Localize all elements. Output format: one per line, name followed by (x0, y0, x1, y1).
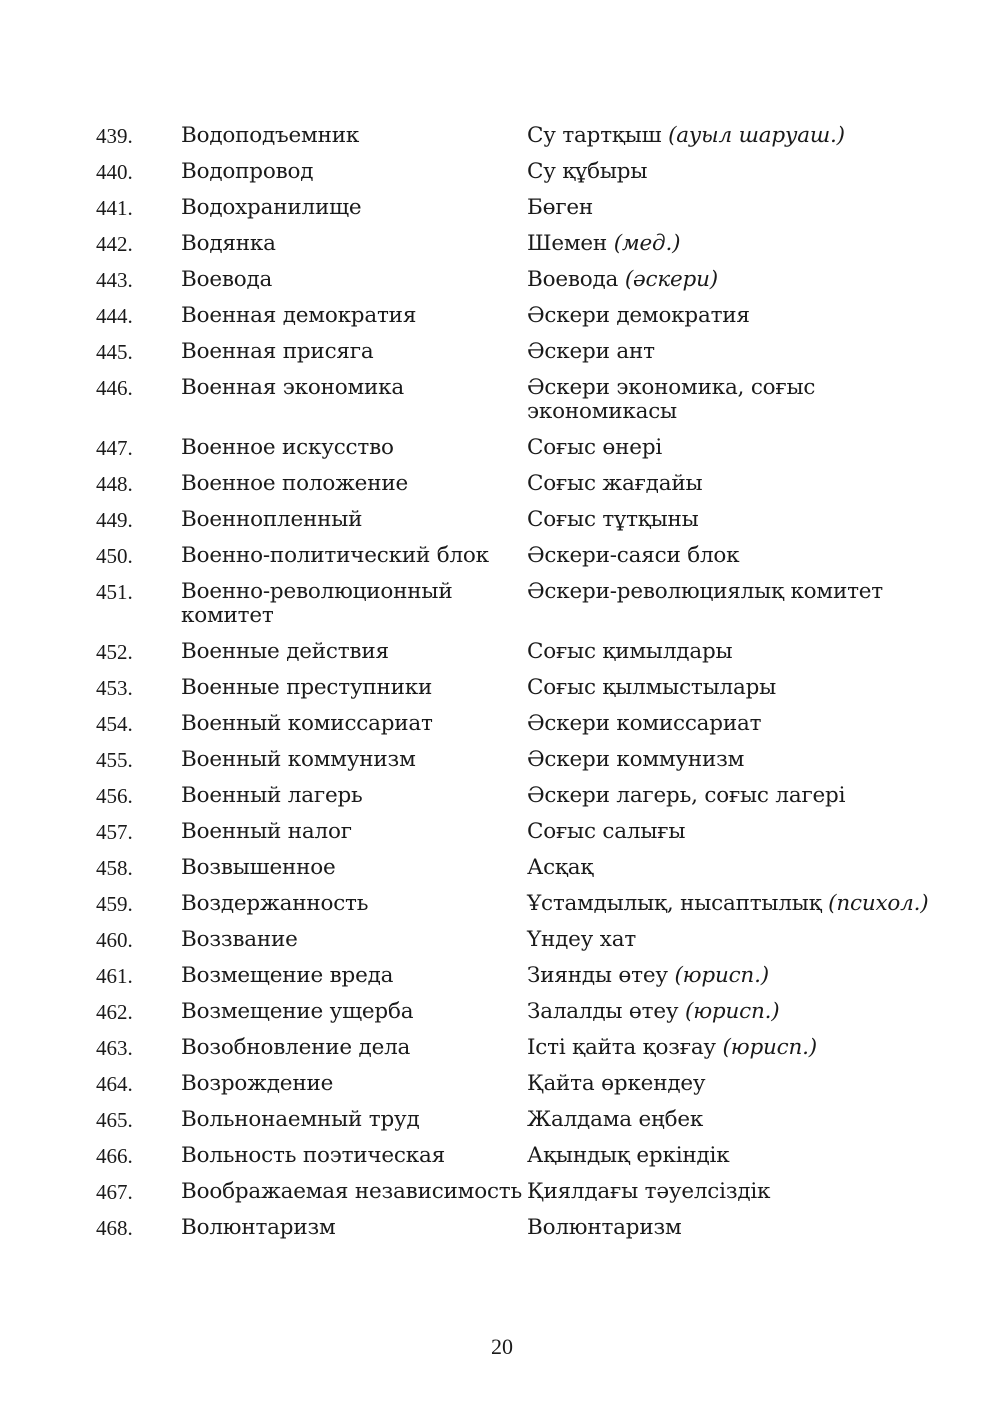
kazakh-term: Шемен (527, 231, 608, 256)
russian-term: Возрождение (181, 1071, 334, 1096)
entry-number: 456. (96, 784, 133, 808)
kazakh-term-cell (527, 436, 936, 460)
entry-number: 443. (96, 268, 133, 292)
domain-note: (юрисп.) (722, 1035, 817, 1060)
kazakh-term: Қайта өркендеу (527, 1071, 706, 1096)
kazakh-term-cell (527, 892, 936, 916)
kazakh-term: Ұстамдылық, нысаптылық (527, 891, 822, 916)
kazakh-term-cell (527, 340, 936, 364)
kazakh-term: Әскери ант (527, 339, 655, 364)
russian-term: Военная демократия (181, 303, 417, 328)
kazakh-term-cell (527, 544, 936, 568)
kazakh-term-cell (527, 712, 936, 736)
glossary-entry (96, 928, 936, 952)
glossary-entry (96, 304, 936, 328)
kazakh-term-cell (527, 268, 936, 292)
kazakh-term-cell (527, 1000, 936, 1024)
entry-number: 458. (96, 856, 133, 880)
kazakh-term-cell (527, 472, 936, 496)
glossary-list (96, 124, 936, 1252)
kazakh-term-cell (527, 784, 936, 808)
kazakh-term: Жалдама еңбек (527, 1107, 704, 1132)
glossary-entry (96, 232, 936, 256)
kazakh-term-cell (527, 1108, 936, 1132)
entry-number: 448. (96, 472, 133, 496)
entry-number: 449. (96, 508, 133, 532)
russian-term: Военный комиссариат (181, 711, 433, 736)
kazakh-term: Залалды өтеу (527, 999, 679, 1024)
russian-term: Воевода (181, 267, 273, 292)
kazakh-term: Әскери комиссариат (527, 711, 762, 736)
kazakh-term: Су құбыры (527, 159, 648, 184)
kazakh-term-cell (527, 748, 936, 772)
kazakh-term-cell (527, 1072, 936, 1096)
entry-number: 452. (96, 640, 133, 664)
glossary-entry (96, 1072, 936, 1096)
glossary-entry (96, 1180, 936, 1204)
glossary-entry (96, 544, 936, 568)
kazakh-term: Асқақ (527, 855, 594, 880)
glossary-entry (96, 676, 936, 700)
kazakh-term-cell (527, 304, 936, 328)
entry-number: 450. (96, 544, 133, 568)
russian-term: Военное искусство (181, 435, 394, 460)
domain-note: (мед.) (613, 231, 681, 256)
kazakh-term: Бөген (527, 195, 594, 220)
kazakh-term: Су тартқыш (527, 123, 662, 148)
glossary-entry (96, 580, 936, 628)
kazakh-term-cell (527, 820, 936, 844)
glossary-entry (96, 124, 936, 148)
kazakh-term-cell (527, 640, 936, 664)
kazakh-term-cell (527, 580, 936, 604)
russian-term: Воззвание (181, 927, 298, 952)
entry-number: 465. (96, 1108, 133, 1132)
kazakh-term-cell (527, 160, 936, 184)
glossary-entry (96, 892, 936, 916)
entry-number: 442. (96, 232, 133, 256)
kazakh-term: Зиянды өтеу (527, 963, 668, 988)
glossary-entry (96, 784, 936, 808)
russian-term: Водопровод (181, 159, 314, 184)
entry-number: 441. (96, 196, 133, 220)
kazakh-term: Соғыс өнері (527, 435, 663, 460)
entry-number: 446. (96, 376, 133, 400)
glossary-entry (96, 856, 936, 880)
russian-term: Военные действия (181, 639, 389, 664)
russian-term: Водоподъемник (181, 123, 360, 148)
kazakh-term-cell (527, 232, 936, 256)
entry-number: 461. (96, 964, 133, 988)
domain-note: (юрисп.) (674, 963, 769, 988)
entry-number: 454. (96, 712, 133, 736)
kazakh-term-cell (527, 928, 936, 952)
russian-term: Вольность поэтическая (181, 1143, 445, 1168)
russian-term: Возмещение ущерба (181, 999, 414, 1024)
glossary-entry (96, 340, 936, 364)
kazakh-term-cell (527, 1216, 936, 1240)
page-number: 20 (491, 1334, 513, 1359)
glossary-entry (96, 376, 936, 424)
kazakh-term: Әскери коммунизм (527, 747, 745, 772)
kazakh-term-cell (527, 376, 936, 424)
russian-term: Воздержанность (181, 891, 369, 916)
entry-number: 455. (96, 748, 133, 772)
glossary-entry (96, 196, 936, 220)
russian-term: Возобновление дела (181, 1035, 411, 1060)
kazakh-term-cell (527, 124, 936, 148)
kazakh-term-cell (527, 1036, 936, 1060)
russian-term: Военный лагерь (181, 783, 363, 808)
kazakh-term-cell (527, 196, 936, 220)
glossary-entry (96, 1000, 936, 1024)
kazakh-term: Воевода (527, 267, 619, 292)
domain-note: (психол.) (828, 891, 929, 916)
glossary-entry (96, 1216, 936, 1240)
kazakh-term-cell (527, 964, 936, 988)
glossary-entry (96, 268, 936, 292)
glossary-entry (96, 820, 936, 844)
kazakh-term: Соғыс қимылдары (527, 639, 733, 664)
kazakh-term: Әскери экономика, соғыс экономикасы (527, 375, 816, 424)
russian-term: Военно-политический блок (181, 543, 489, 568)
russian-term: Военнопленный (181, 507, 363, 532)
domain-note: (ауыл шаруаш.) (668, 123, 845, 148)
entry-number: 468. (96, 1216, 133, 1240)
kazakh-term: Әскери-революциялық комитет (527, 579, 883, 604)
kazakh-term: Әскери демократия (527, 303, 750, 328)
kazakh-term-cell (527, 1180, 936, 1204)
glossary-entry (96, 508, 936, 532)
glossary-entry (96, 640, 936, 664)
russian-term: Военный налог (181, 819, 352, 844)
kazakh-term-cell (527, 1144, 936, 1168)
entry-number: 466. (96, 1144, 133, 1168)
russian-term: Возвышенное (181, 855, 336, 880)
entry-number: 459. (96, 892, 133, 916)
entry-number: 444. (96, 304, 133, 328)
entry-number: 445. (96, 340, 133, 364)
kazakh-term: Ақындық еркіндік (527, 1143, 730, 1168)
glossary-entry (96, 712, 936, 736)
kazakh-term-cell (527, 856, 936, 880)
russian-term: Водянка (181, 231, 276, 256)
glossary-entry (96, 160, 936, 184)
glossary-entry (96, 1144, 936, 1168)
russian-term: Военно-революционный комитет (181, 579, 453, 628)
russian-term: Военная экономика (181, 375, 404, 400)
kazakh-term-cell (527, 676, 936, 700)
entry-number: 460. (96, 928, 133, 952)
russian-term: Военное положение (181, 471, 408, 496)
kazakh-term: Соғыс қылмыстылары (527, 675, 777, 700)
glossary-entry (96, 964, 936, 988)
entry-number: 464. (96, 1072, 133, 1096)
russian-term: Военная присяга (181, 339, 374, 364)
domain-note: (әскери) (624, 267, 718, 292)
glossary-entry (96, 1036, 936, 1060)
entry-number: 440. (96, 160, 133, 184)
russian-term: Волюнтаризм (181, 1215, 336, 1240)
russian-term: Возмещение вреда (181, 963, 394, 988)
entry-number: 462. (96, 1000, 133, 1024)
russian-term: Воображаемая независимость (181, 1179, 522, 1204)
glossary-entry (96, 436, 936, 460)
glossary-entry (96, 1108, 936, 1132)
russian-term: Военный коммунизм (181, 747, 416, 772)
kazakh-term: Қиялдағы тәуелсіздік (527, 1179, 771, 1204)
kazakh-term: Істі қайта қозғау (527, 1035, 716, 1060)
entry-number: 457. (96, 820, 133, 844)
kazakh-term: Соғыс жағдайы (527, 471, 703, 496)
kazakh-term-cell (527, 508, 936, 532)
russian-term: Водохранилище (181, 195, 362, 220)
russian-term: Вольнонаемный труд (181, 1107, 420, 1132)
domain-note: (юрисп.) (685, 999, 780, 1024)
kazakh-term: Үндеу хат (527, 927, 637, 952)
glossary-entry (96, 472, 936, 496)
kazakh-term: Соғыс салығы (527, 819, 686, 844)
kazakh-term: Соғыс тұтқыны (527, 507, 699, 532)
kazakh-term: Әскери-саяси блок (527, 543, 740, 568)
entry-number: 463. (96, 1036, 133, 1060)
entry-number: 451. (96, 580, 133, 604)
entry-number: 439. (96, 124, 133, 148)
russian-term: Военные преступники (181, 675, 433, 700)
entry-number: 467. (96, 1180, 133, 1204)
entry-number: 453. (96, 676, 133, 700)
kazakh-term: Волюнтаризм (527, 1215, 682, 1240)
kazakh-term: Әскери лагерь, соғыс лагері (527, 783, 846, 808)
glossary-entry (96, 748, 936, 772)
entry-number: 447. (96, 436, 133, 460)
